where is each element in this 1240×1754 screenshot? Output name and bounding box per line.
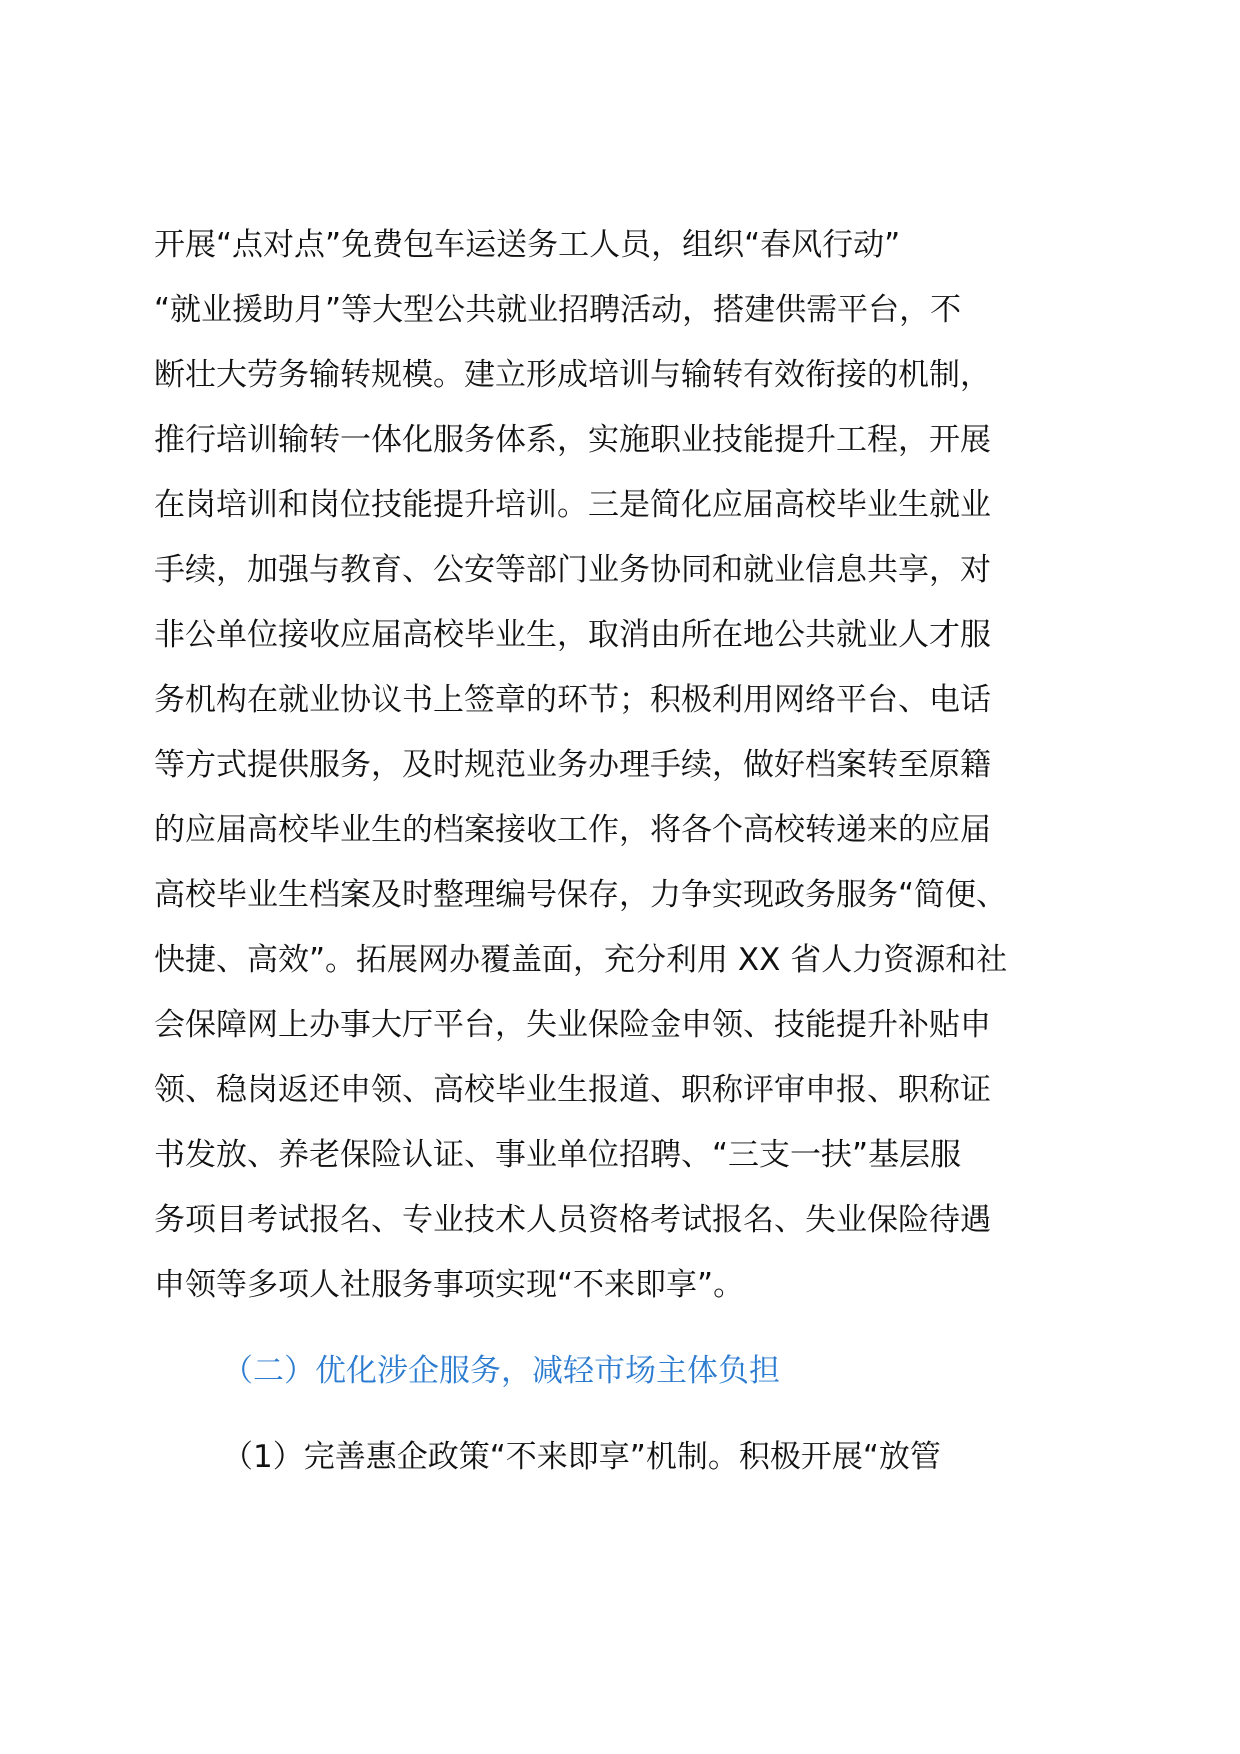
body-text-line: 开展“点对点”免费包车运送务工人员，组织“春风行动” [154,227,901,263]
body-text-line: 在岗培训和岗位技能提升培训。三是简化应届高校毕业生就业 [154,487,991,523]
body-text-line: 高校毕业生档案及时整理编号保存，力争实现政务服务“简便、 [154,877,1008,913]
body-text-line: 手续，加强与教育、公安等部门业务协同和就业信息共享，对 [154,552,991,588]
body-text-line: 的应届高校毕业生的档案接收工作，将各个高校转递来的应届 [154,812,991,848]
body-text-line: 快捷、高效”。拓展网办覆盖面，充分利用 XX 省人力资源和社 [154,942,1008,978]
section-heading: （二）优化涉企服务，减轻市场主体负担 [222,1353,780,1389]
body-text-line: 申领等多项人社服务事项实现“不来即享”。 [154,1267,745,1303]
body-text-line: 务项目考试报名、专业技术人员资格考试报名、失业保险待遇 [154,1202,991,1238]
body-text-line: 务机构在就业协议书上签章的环节；积极利用网络平台、电话 [154,682,991,718]
body-text-line: 推行培训输转一体化服务体系，实施职业技能提升工程，开展 [154,422,991,458]
body-text-line: 断壮大劳务输转规模。建立形成培训与输转有效衔接的机制， [154,357,991,393]
body-text-line: 领、稳岗返还申领、高校毕业生报道、职称评审申报、职称证 [154,1072,991,1108]
body-text-line: 会保障网上办事大厅平台，失业保险金申领、技能提升补贴申 [154,1007,991,1043]
body-text-line: 非公单位接收应届高校毕业生，取消由所在地公共就业人才服 [154,617,991,653]
body-text-line: “就业援助月”等大型公共就业招聘活动，搭建供需平台，不 [154,292,962,328]
body-text-line: 等方式提供服务，及时规范业务办理手续，做好档案转至原籍 [154,747,991,783]
subsection-text-line: （1）完善惠企政策“不来即享”机制。积极开展“放管 [222,1439,941,1475]
body-text-line: 书发放、养老保险认证、事业单位招聘、“三支一扶”基层服 [154,1137,962,1173]
